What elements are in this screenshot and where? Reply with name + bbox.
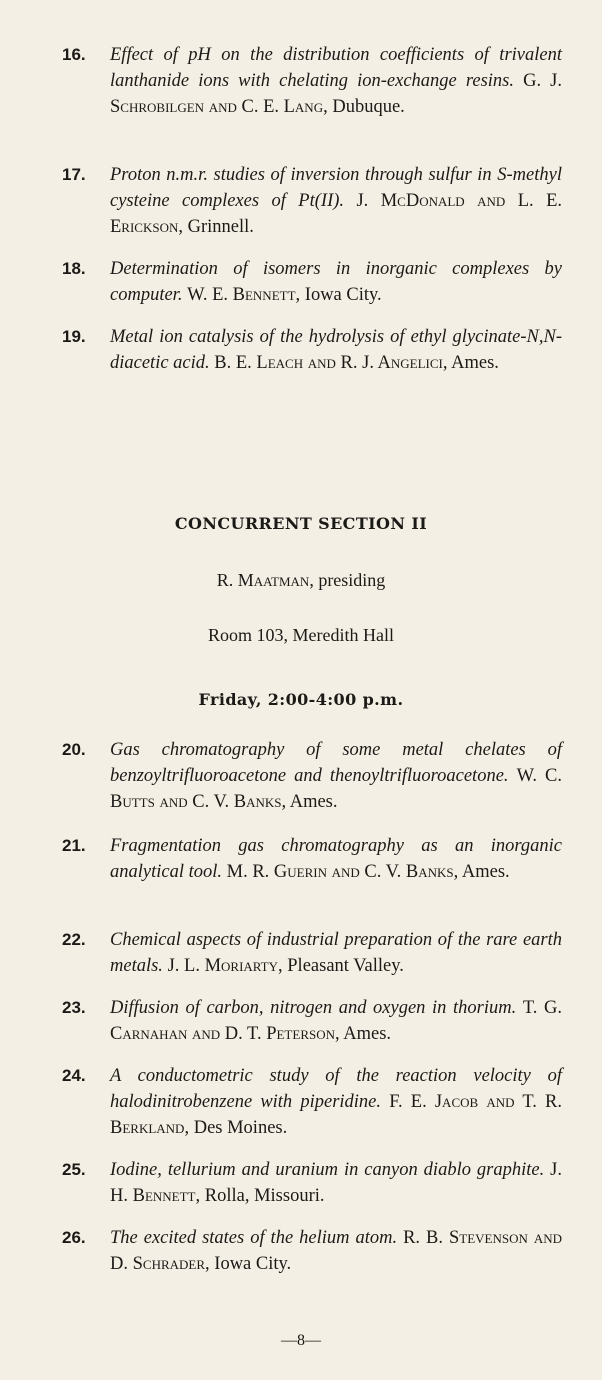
entry-number: 19. — [62, 327, 86, 346]
entry-number: 24. — [62, 1066, 86, 1085]
entry-number: 26. — [62, 1228, 86, 1247]
page-number: —8— — [281, 1332, 321, 1349]
paper-location: Des Moines. — [193, 1118, 288, 1138]
paper-authors: J. McDonald and L. E. Erickson, — [110, 191, 562, 237]
paper-location: Iowa City. — [214, 1254, 292, 1274]
presider-name: R. Maatman — [216, 570, 310, 590]
paper-authors: M. R. Guerin and C. V. Banks, — [226, 862, 459, 882]
paper-location: Dubuque. — [332, 97, 405, 117]
room-line: Room 103, Meredith Hall — [208, 625, 394, 645]
paper-title: Proton n.m.r. studies of inversion through sulfur in S-methyl cysteine complexes of Pt(II). — [110, 165, 562, 211]
section-title: CONCURRENT SECTION II — [174, 514, 428, 533]
paper-entry-23 — [62, 995, 562, 1047]
paper-entry-17 — [62, 162, 562, 240]
paper-authors: R. B. Stevenson and D. Schrader, — [110, 1228, 562, 1274]
paper-authors: B. E. Leach and R. J. Angelici, — [214, 353, 448, 373]
paper-entry-24 — [62, 1063, 563, 1141]
paper-authors: T. G. Carnahan and D. T. Peterson, — [110, 998, 562, 1044]
entry-number: 25. — [62, 1160, 86, 1179]
entry-number: 23. — [62, 998, 86, 1017]
paper-entry-16 — [62, 42, 563, 120]
paper-location: Iowa City. — [304, 285, 382, 305]
presiding-line — [0, 570, 602, 591]
paper-entry-21 — [62, 833, 562, 885]
paper-title: Diffusion of carbon, nitrogen and oxygen in thorium. — [110, 998, 517, 1018]
paper-title: Determination of isomers in inorganic complexes by computer. — [110, 259, 562, 305]
paper-entry-18 — [62, 256, 562, 308]
paper-title: The excited states of the helium atom. — [110, 1228, 398, 1248]
entry-number: 22. — [62, 930, 86, 949]
entry-number: 20. — [62, 740, 86, 759]
paper-location: Ames. — [451, 353, 499, 373]
paper-title: Fragmentation gas chromatography as an inorganic analytical tool. — [110, 836, 562, 882]
paper-title: Metal ion catalysis of the hydrolysis of ethyl glycinate-N,N-diacetic acid. — [110, 327, 562, 373]
paper-title: Effect of pH on the distribution coefficients of trivalent lanthanide ions with chelating ion-exchange resins. — [110, 45, 562, 91]
paper-entry-25 — [62, 1157, 562, 1209]
entry-number: 16. — [62, 45, 86, 64]
paper-location: Pleasant Valley. — [287, 956, 404, 976]
entry-number: 21. — [62, 836, 86, 855]
paper-location: Ames. — [343, 1024, 392, 1044]
time-line: Friday, 2:00-4:00 p.m. — [198, 690, 404, 709]
entry-number: 17. — [62, 165, 86, 184]
paper-title: Gas chromatography of some metal chelates of benzoyltrifluoroacetone and thenoyltrifluoroacetone. — [110, 740, 562, 786]
paper-title: Chemical aspects of industrial preparation of the rare earth metals. — [110, 930, 562, 976]
paper-authors: J. L. Moriarty, — [167, 956, 283, 976]
paper-authors: J. H. Bennett, — [110, 1160, 562, 1206]
paper-entry-26 — [62, 1225, 562, 1277]
paper-authors: W. C. Butts and C. V. Banks, — [110, 766, 562, 812]
paper-authors: F. E. Jacob and T. R. Berkland, — [110, 1092, 563, 1138]
paper-authors: G. J. Schrobilgen and C. E. Lang, — [110, 71, 563, 117]
paper-location: Grinnell. — [187, 217, 254, 237]
paper-entry-19 — [62, 324, 562, 376]
entry-number: 18. — [62, 259, 86, 278]
paper-entry-20 — [62, 737, 562, 815]
presider-role: , presiding — [309, 570, 386, 590]
paper-location: Rolla, Missouri. — [204, 1186, 325, 1206]
paper-authors: W. E. Bennett, — [187, 285, 301, 305]
paper-entry-22 — [62, 927, 562, 979]
paper-location: Ames. — [289, 792, 338, 812]
paper-title: A conductometric study of the reaction velocity of halodinitrobenzene with piperidine. — [110, 1066, 562, 1112]
paper-title: Iodine, tellurium and uranium in canyon diablo graphite. — [110, 1160, 545, 1180]
paper-location: Ames. — [461, 862, 510, 882]
